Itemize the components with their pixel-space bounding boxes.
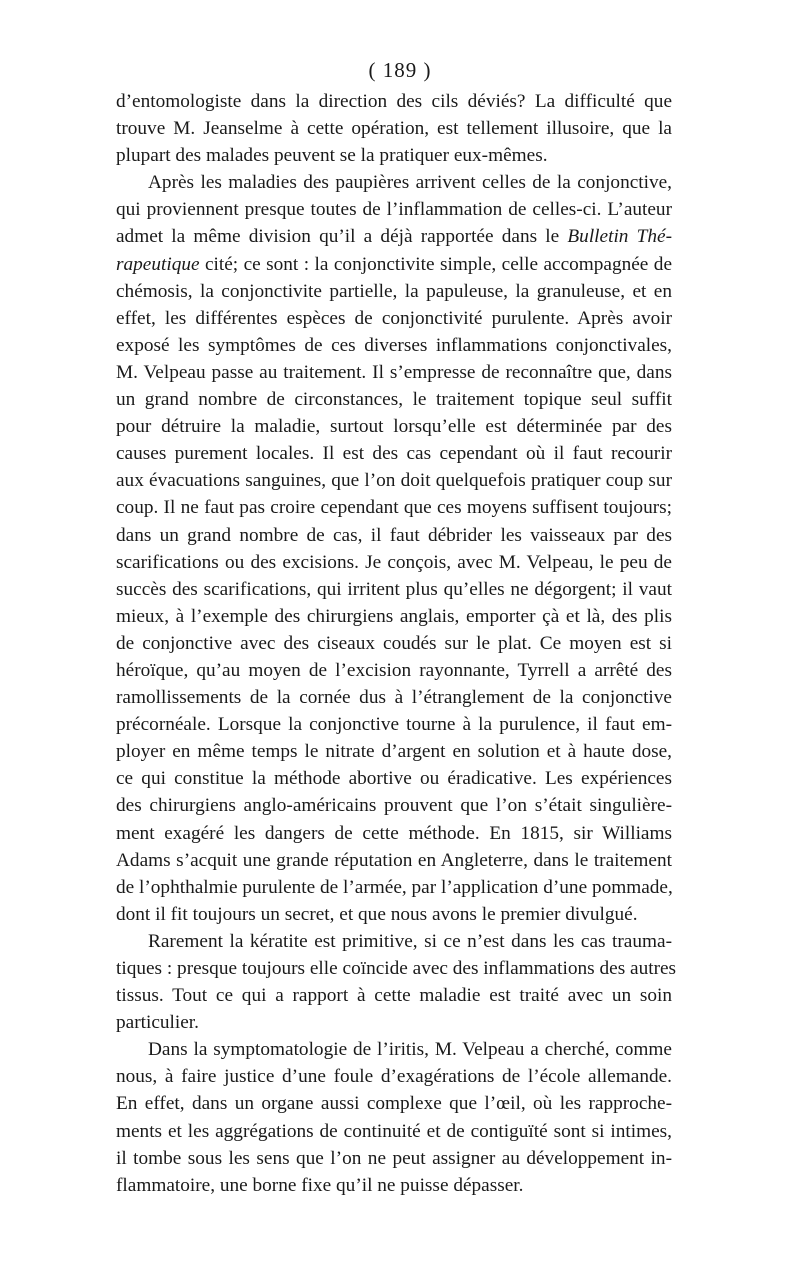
text-line: [116, 251, 672, 278]
text-line: mieux, à l’exemple des chirurgiens anglais, emporter çà et là, des plis: [116, 605, 672, 627]
text-line: Dans la symptomatologie de l’iritis, M. Velpeau a cherché, comme: [148, 1039, 672, 1061]
text-line: aux évacuations sanguines, que l’on doit quelquefois pratiquer coup sur: [116, 470, 672, 492]
text-fragment: cité; ce sont : la conjonctivite simple, celle accompagnée de: [199, 253, 672, 275]
text-line: scarifications ou des excisions. Je conçois, avec M. Velpeau, le peu de: [116, 551, 672, 573]
paragraph: [116, 1036, 672, 1199]
text-line: dont il fit toujours un secret, et que nous avons le premier divulgué.: [116, 903, 638, 925]
text-line: tissus. Tout ce qui a rapport à cette maladie est traité avec un soin: [116, 985, 672, 1007]
journal-title: rapeutique: [116, 253, 200, 275]
text-line: qui proviennent presque toutes de l’inflammation de celles-ci. L’auteur: [116, 199, 672, 221]
text-line: causes purement locales. Il est des cas cependant où il faut recourir: [116, 443, 672, 465]
text-line: Rarement la kératite est primitive, si ce n’est dans les cas trauma-: [148, 930, 672, 952]
text-line: ramollissements de la cornée dus à l’étranglement de la conjonctive: [116, 687, 672, 709]
text-line: de conjonctive avec des ciseaux coudés sur le plat. Ce moyen est si: [116, 632, 672, 654]
text-line: succès des scarifications, qui irritent plus qu’elles ne dégorgent; il vaut: [116, 578, 672, 600]
journal-title: Bulletin Thé-: [567, 226, 672, 248]
text-line: coup. Il ne faut pas croire cependant que ces moyens suffisent toujours;: [116, 497, 672, 519]
text-line: Adams s’acquit une grande réputation en Angleterre, dans le traitement: [116, 849, 672, 871]
text-line: plupart des malades peuvent se la pratiquer eux-mêmes.: [116, 145, 548, 167]
text-line: nous, à faire justice d’une foule d’exagérations de l’école allemande.: [116, 1066, 672, 1088]
body-text: [116, 88, 677, 1199]
text-line: pour détruire la maladie, surtout lorsqu’elle est déterminée par des: [116, 416, 672, 438]
text-line: En effet, dans un organe aussi complexe que l’œil, où les rapproche-: [116, 1093, 672, 1115]
text-line: dans un grand nombre de cas, il faut débrider les vaisseaux par des: [116, 524, 672, 546]
text-line: précornéale. Lorsque la conjonctive tourne à la purulence, il faut em-: [116, 714, 672, 736]
text-line: chémosis, la conjonctivite partielle, la papuleuse, la granuleuse, et en: [116, 280, 672, 302]
text-line: de l’ophthalmie purulente de l’armée, par l’application d’une pommade,: [116, 876, 673, 898]
text-line: ment exagéré les dangers de cette méthode. En 1815, sir Williams: [116, 822, 672, 844]
text-line: un grand nombre de circonstances, le traitement topique seul suffit: [116, 389, 672, 411]
text-line: exposé les symptômes de ces diverses inflammations conjonctivales,: [116, 334, 672, 356]
text-line: particulier.: [116, 1012, 199, 1034]
page-number: ( 189 ): [368, 58, 432, 82]
text-line: il tombe sous les sens que l’on ne peut assigner au développement in-: [116, 1147, 672, 1169]
text-line: effet, les différentes espèces de conjonctivité purulente. Après avoir: [116, 307, 672, 329]
paragraph: [116, 88, 672, 169]
text-line: [116, 223, 672, 250]
text-line: héroïque, qu’au moyen de l’excision rayonnante, Tyrrell a arrêté des: [116, 659, 672, 681]
text-line: M. Velpeau passe au traitement. Il s’empresse de reconnaître que, dans: [116, 361, 672, 383]
text-line: trouve M. Jeanselme à cette opération, est tellement illusoire, que la: [116, 118, 672, 140]
text-line: d’entomologiste dans la direction des cils déviés? La difficulté que: [116, 91, 672, 112]
text-line: ployer en même temps le nitrate d’argent en solution et à haute dose,: [116, 741, 672, 763]
paragraph: [116, 928, 677, 1036]
text-line: ce qui constitue la méthode abortive ou éradicative. Les expériences: [116, 768, 672, 790]
paragraph: [116, 169, 672, 928]
text-fragment: admet la même division qu’il a déjà rapportée dans le: [116, 226, 560, 248]
text-line: ments et les aggrégations de continuité et de contiguïté sont si intimes,: [116, 1120, 672, 1142]
text-line: tiques : presque toujours elle coïncide avec des inflammations des autres: [116, 958, 677, 979]
text-line: des chirurgiens anglo-américains prouvent que l’on s’était singulière-: [116, 795, 672, 817]
text-line: Après les maladies des paupières arrivent celles de la conjonctive,: [148, 172, 672, 194]
text-line: flammatoire, une borne fixe qu’il ne puisse dépasser.: [116, 1174, 524, 1196]
